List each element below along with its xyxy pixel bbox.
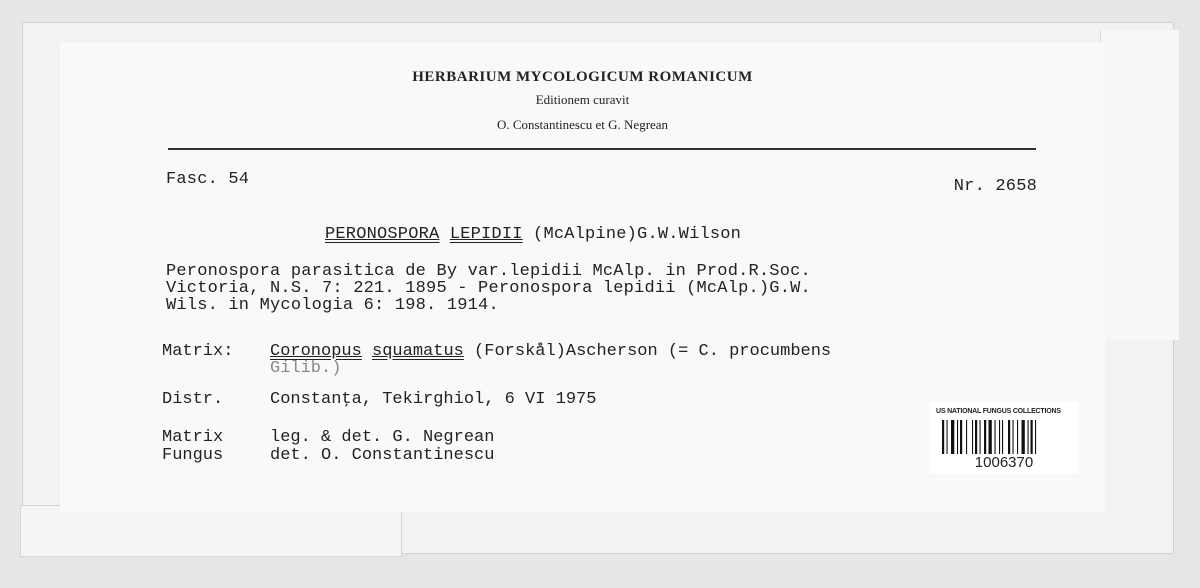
- collector-value: leg. & det. G. Negrean: [270, 428, 495, 447]
- institution-title: HERBARIUM MYCOLOGICUM ROMANICUM: [412, 69, 753, 85]
- paper-strip: [1100, 30, 1179, 340]
- taxon-name: [325, 225, 741, 244]
- synonymy-line: Peronospora parasitica de By var.lepidii McAlp. in Prod.R.Soc.: [166, 262, 811, 281]
- barcode-institution: US NATIONAL FUNGUS COLLECTIONS: [936, 408, 1061, 415]
- distribution-label: Distr.: [162, 390, 224, 409]
- synonymy-line: Wils. in Mycologia 6: 198. 1914.: [166, 296, 499, 315]
- determiner-label: Fungus: [162, 446, 224, 465]
- host-genus: Coronopus: [270, 342, 362, 361]
- taxon-authority: (McAlpine)G.W.Wilson: [522, 225, 742, 244]
- barcode-number: 1006370: [974, 454, 1034, 471]
- paper-tab: [20, 505, 402, 557]
- editors-line: O. Constantinescu et G. Negrean: [496, 117, 669, 132]
- taxon-genus: PERONOSPORA: [325, 225, 440, 244]
- distribution-value: Constanţa, Tekirghiol, 6 VI 1975: [270, 390, 597, 409]
- barcode-bars: [942, 420, 1070, 454]
- fascicle-number: Fasc. 54: [166, 170, 250, 189]
- synonymy-line: Victoria, N.S. 7: 221. 1895 - Peronospora lepidii (McAlp.)G.W.: [166, 279, 811, 298]
- matrix-host-continued: Gilib.): [270, 359, 342, 378]
- matrix-host: [270, 342, 831, 361]
- header-divider: [168, 148, 1036, 150]
- taxon-species: LEPIDII: [449, 225, 523, 244]
- barcode-label: [930, 402, 1078, 474]
- edition-line: Editionem curavit: [535, 92, 630, 107]
- host-species: squamatus: [372, 342, 464, 361]
- matrix-label: Matrix:: [162, 342, 234, 361]
- determiner-value: det. O. Constantinescu: [270, 446, 495, 465]
- specimen-number: Nr. 2658: [953, 177, 1037, 196]
- host-authority: (Forskål)Ascherson (= C. procumbens: [463, 342, 832, 361]
- collector-label: Matrix: [162, 428, 224, 447]
